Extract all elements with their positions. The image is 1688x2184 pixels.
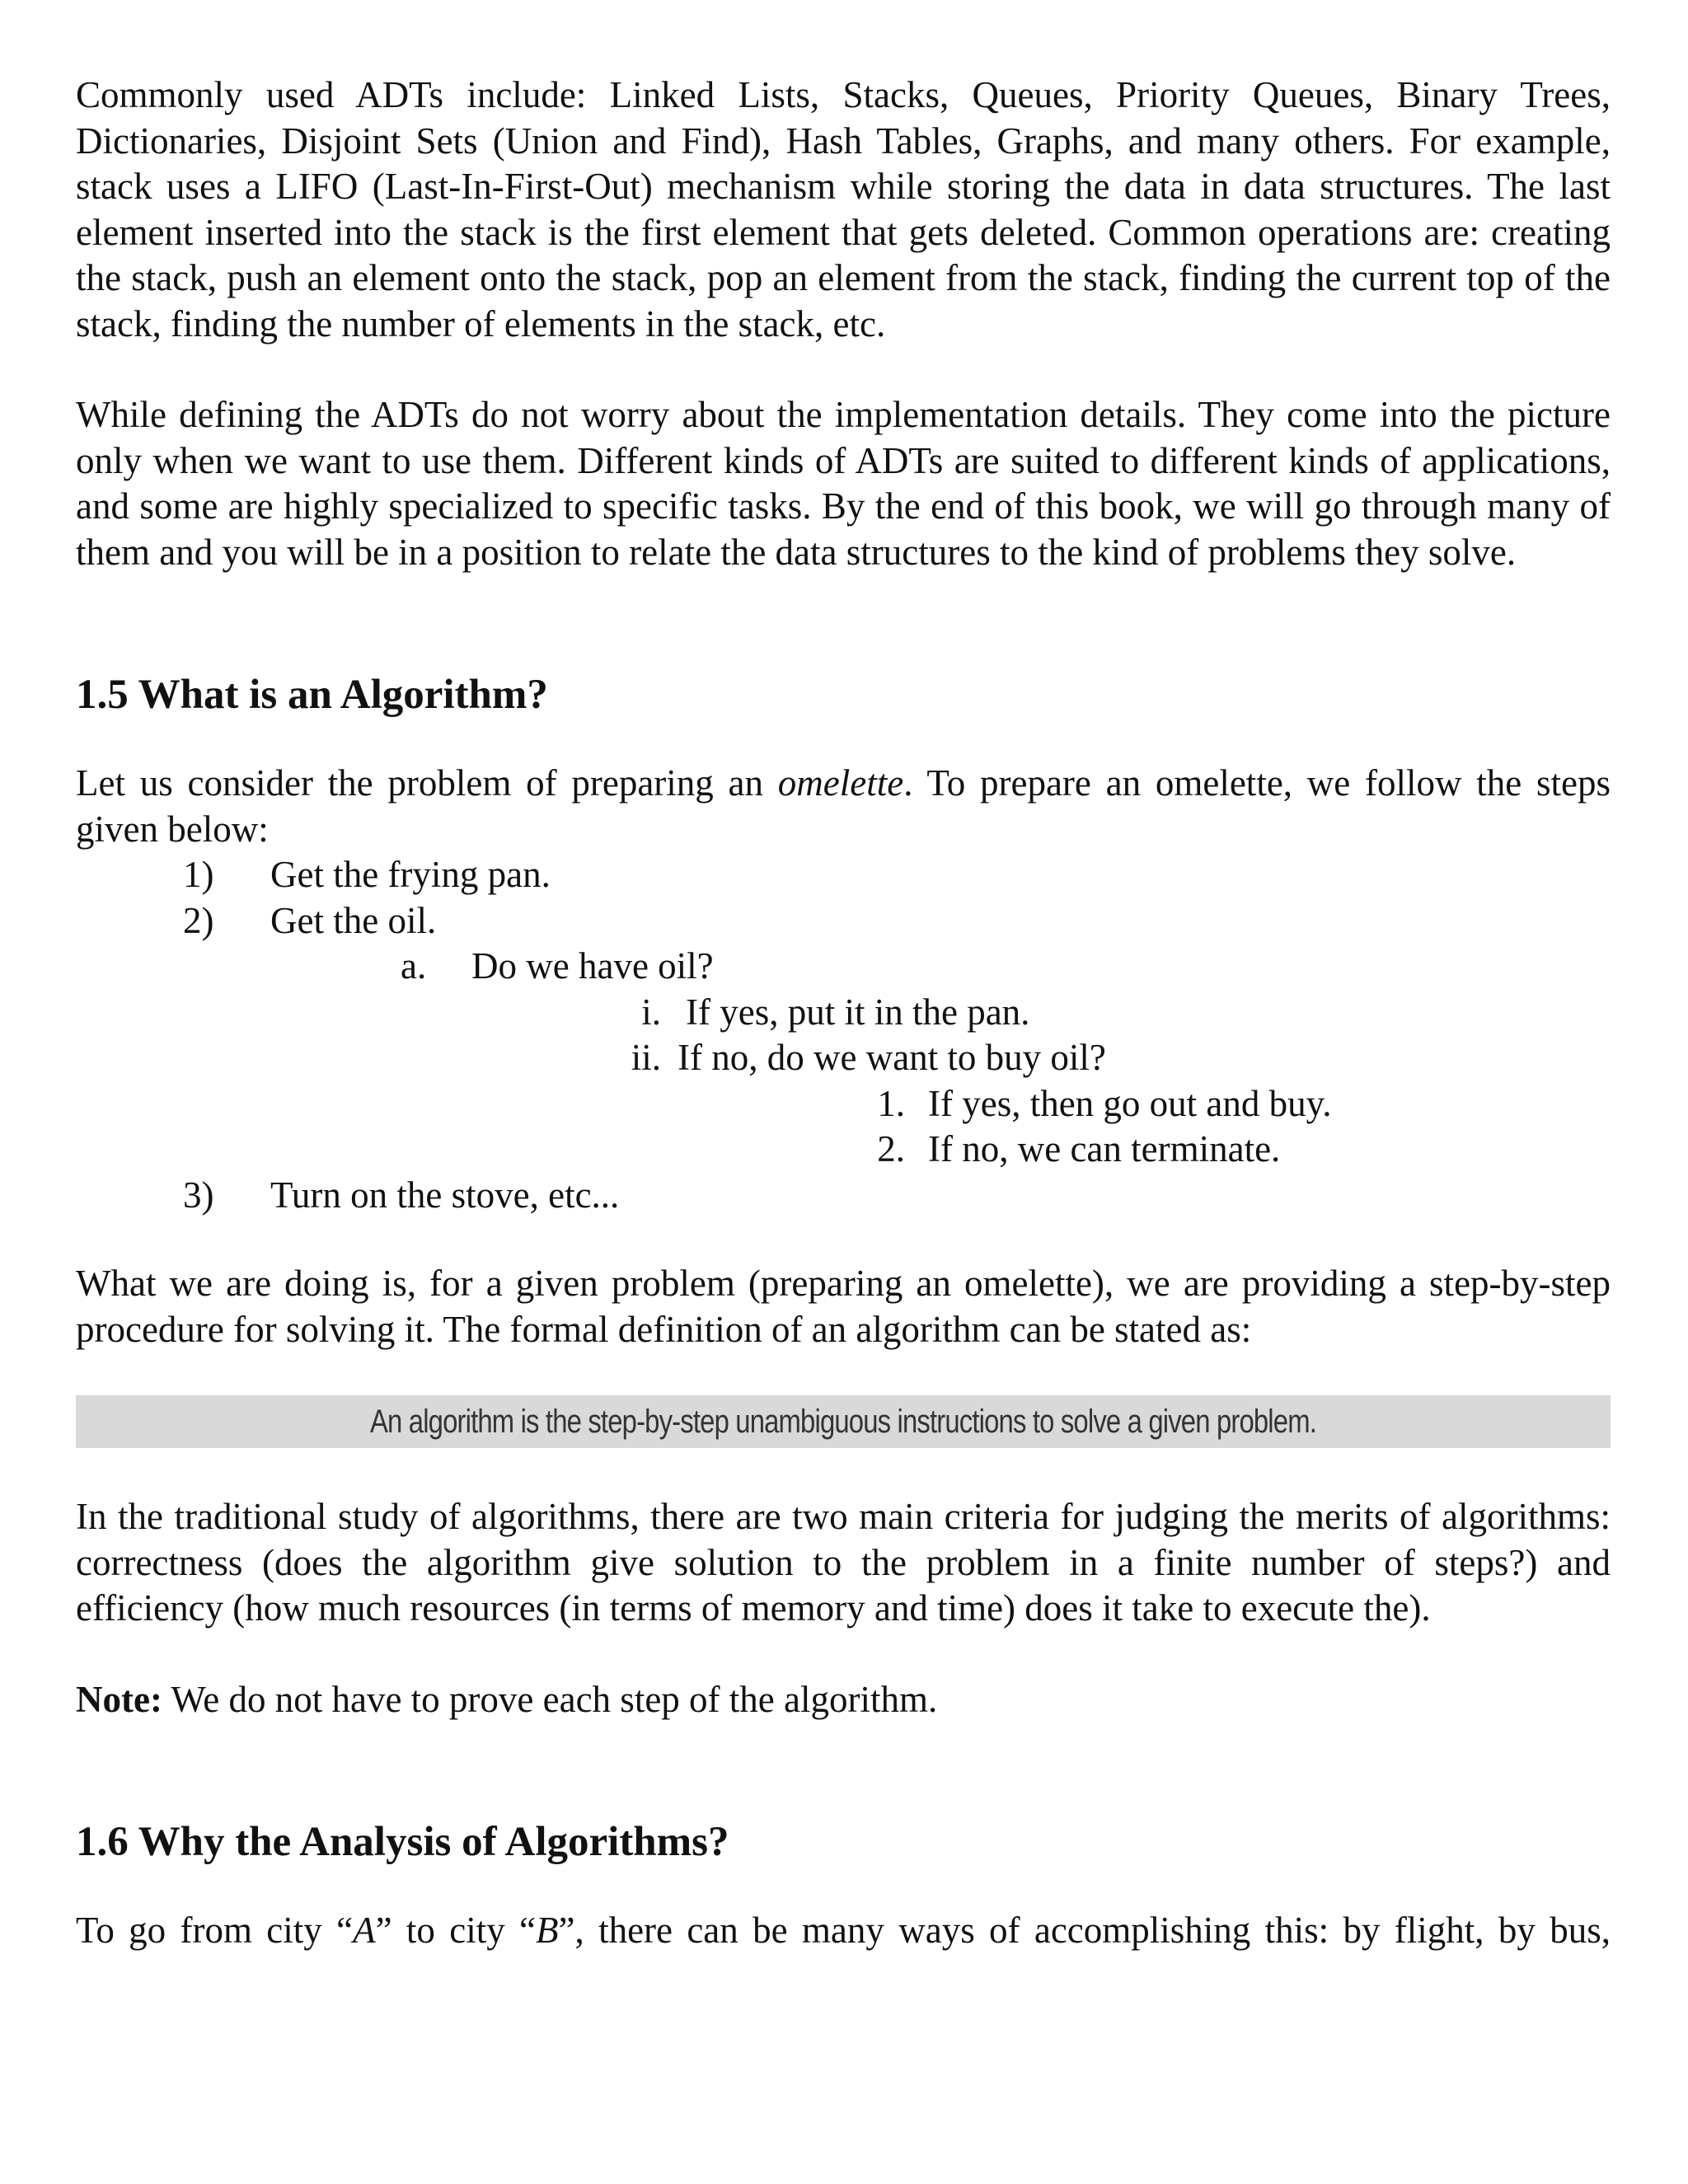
- definition-callout: [76, 1395, 1611, 1448]
- note-paragraph: Note: We do not have to prove each step of the algorithm.: [76, 1678, 938, 1720]
- section-heading-1-5: 1.5 What is an Algorithm?: [76, 672, 548, 718]
- steps-list: [76, 852, 1611, 1218]
- paragraph-common-adts: Commonly used ADTs include: Linked Lists, Stacks, Queues, Priority Queues, Binary Trees, Dictionaries, Disjoint Sets (Union and Find), Hash Tables, Graphs, and many others. For example, stack uses a LIFO (Last-In-First-Out) mechanism while storing the data in data structures. The last element inserted into the stack is the first element that gets deleted. Common operations are: creating the stack, push an element onto the stack, pop an element from the stack, finding the current top of the stack, finding the number of elements in the stack, etc.: [76, 74, 1611, 344]
- paragraph-criteria: In the traditional study of algorithms, there are two main criteria for judging the merits of algorithms: correctness (does the algorithm give solution to the problem in a finite number of steps?) and efficiency (how much resources (in terms of memory and time) does it take to execute the).: [76, 1496, 1611, 1629]
- list-item: i. If yes, put it in the pan.: [641, 991, 1030, 1033]
- list-item: 1. If yes, then go out and buy.: [877, 1082, 1332, 1124]
- document-page: [76, 73, 1611, 1954]
- omelette-italic: omelette: [777, 762, 904, 804]
- section-heading-1-6: 1.6 Why the Analysis of Algorithms?: [76, 1819, 729, 1865]
- city-a: A: [353, 1910, 376, 1951]
- note-label: Note:: [76, 1678, 162, 1720]
- city-b: B: [536, 1910, 559, 1951]
- paragraph-step-by-step: What we are doing is, for a given problem (preparing an omelette), we are providing a step-by-step procedure for solving it. The formal definition of an algorithm can be stated as:: [76, 1263, 1611, 1350]
- list-item: 1) Get the frying pan.: [183, 854, 551, 895]
- list-item: 2. If no, we can terminate.: [877, 1128, 1281, 1169]
- paragraph-city-travel: To go from city “A” to city “B”, there can be many ways of accomplishing this: by flight, by bus,: [76, 1910, 1611, 1951]
- list-item: a. Do we have oil?: [401, 945, 714, 987]
- paragraph-omelette-intro: Let us consider the problem of preparing an omelette. To prepare an omelette, we follow the steps given below:: [76, 762, 1611, 850]
- list-item: ii. If no, do we want to buy oil?: [631, 1037, 1106, 1078]
- list-item: 3) Turn on the stove, etc...: [183, 1174, 620, 1216]
- paragraph-defining-adts: While defining the ADTs do not worry about the implementation details. They come into the picture only when we want to use them. Different kinds of ADTs are suited to different kinds of applications, and some are highly specialized to specific tasks. By the end of this book, we will go through many of them and you will be in a position to relate the data structures to the kind of problems they solve.: [76, 394, 1611, 573]
- definition-text: An algorithm is the step-by-step unambiguous instructions to solve a given problem.: [370, 1404, 1316, 1440]
- list-item: 2) Get the oil.: [183, 899, 437, 941]
